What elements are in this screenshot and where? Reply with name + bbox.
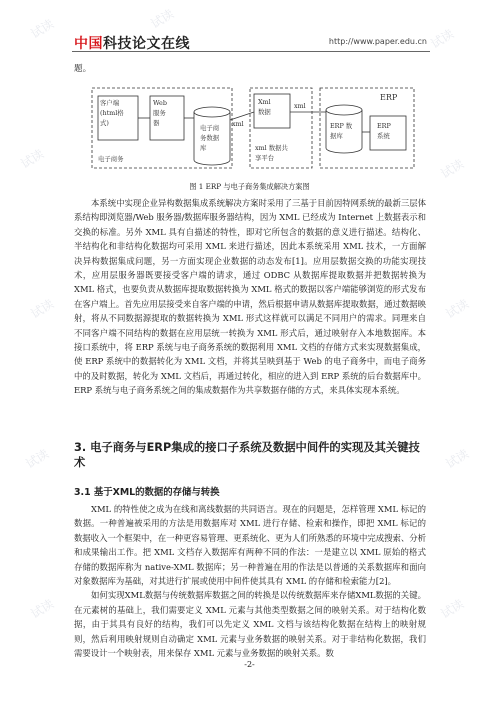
svg-text:务数据: 务数据 [200,134,220,142]
svg-text:数据: 数据 [258,108,271,116]
header-url[interactable]: http://www.paper.edu.cn [328,37,427,46]
svg-text:享平台: 享平台 [255,154,275,162]
erp-label: ERP [380,93,398,102]
figure-1-diagram [90,82,418,192]
svg-text:服务: 服务 [153,109,166,117]
figure-caption: 图 1 ERP 与电子商务集成解决方案图 [189,182,310,191]
header-divider [72,51,430,52]
logo-part-1: 中国 [74,36,103,52]
ecommerce-label: 电子商务 [98,155,124,163]
svg-text:(html格: (html格 [100,109,124,117]
client-label-1: 客户端 [100,99,120,107]
svg-text:式): 式) [100,119,109,127]
xml-label-left: xml [232,120,244,128]
section-3-1-heading: 3.1 基于XML的数据的存储与转换 [74,487,220,498]
xml-label-right: xml [294,102,306,110]
body-paragraphs-2 [74,502,426,660]
journal-logo [74,33,190,53]
page-number: -2- [244,660,255,669]
svg-text:库: 库 [200,144,207,152]
ecommerce-db-label: 电子商 [200,124,220,132]
paragraph: 本系统中实现企业异构数据集成系统解决方案时采用了三基于目前因特网系统的最新三层体系结构即浏览器/Web 服务器/数据库服务器结构，因为 XML 已经成为 Internet 上数据表示和交换的标准。另外 XML 具有自描述的特性，即对它所包含的数据的意义进行描述。结构化、半结构化和非结构化数据均可采用 XML 来进行描述，因此本系统采用 XML 技术，一方面解决异构数据集成问题，另一方面实现企业数据的动态发布[1]。应用层数据交换的功能实现技术，应用层服务器既要接受客户端的请求，通过 ODBC 从数据库提取数据并把数据转换为 XML 格式，也要负责从数据库提取数据转换为 XML 格式的数据以客户端能够浏览的形式发布在客户端上。首先应用层接受来自客户端的申请，然后根据申请从数据库提取数据，通过数据映射，将从不同数据源提取的数据转换为 XML 形式这样就可以满足不同用户的需求。同理来自不同客户端不同结构的数据在应用层统一转换为 XML 形式后，通过映射存入本地数据库。本接口系统中，将 ERP 系统与电子商务系统的数据利用 XML 文档的存储方式来实现数据集成，使 ERP 系统中的数据转化为 XML 文档，并将其呈映到基于 Web 的电子商务中，而电子商务中的及时数据，转化为 XML 文档后，再通过转化，相应的进入到 ERP 系统的后台数据库中。ERP 系统与电子商务系统之间的集成数据作为共享数据存储的方式，来具体实现本系统。 [74,198,426,396]
page-header [0,0,499,50]
web-label: Web [153,99,167,107]
erp-system-label: ERP [377,122,391,130]
svg-text:器: 器 [153,119,160,127]
logo-part-2: 科技论文在线 [103,36,190,52]
svg-text:系统: 系统 [377,132,390,140]
erp-db-label: ERP 数 [330,122,353,130]
paragraph: XML 的特性使之成为在线和离线数据的共同语言。现在的问题是，怎样管理 XML 标记的数据。一种普遍被采用的方法是用数据库对 XML 进行存储、检索和操作，即把 XML 标记的数据收入一个框架中，在一种更容易管理、更系统化、更为人们所熟悉的环境中完成搜索、分析和成果输出工作。把 XML 文档存入数据库有两种不同的作法：一是建立以 XML 原始的格式存储的数据库称为 native-XML 数据库；另一种普遍在用的作法是以普通的关系数据库和面向对象数据库为基础，对其进行扩展或使用中间件使其具有 XML 的存储和检索能力[2]。 [74,504,426,587]
svg-text:据库: 据库 [330,132,343,140]
xml-share-label: xml 数据共 [255,144,288,152]
intro-fragment: 题。 [74,64,92,74]
xml-data-label: Xml [258,98,271,106]
section-3-heading: 3. 电子商务与ERP集成的接口子系统及数据中间件的实现及其关键技术 [74,441,420,469]
paragraph: 如何实现XML数据与传统数据库数据之间的转换是以传统数据库来存储XML数据的关键。在元素树的基础上，我们需要定义 XML 元素与其他类型数据之间的映射关系。对于结构化数据，由于其具有良好的结构，我们可以先定义 XML 文档与该结构化数据在结构上的映射规则，然后利用映射规则自动确定 XML 元素与业务数据的映射关系。对于非结构化数据，我们需要设计一个映射表，用来保存 XML 元素与业务数据的映射关系。数 [74,590,426,659]
body-paragraphs-1 [74,196,426,398]
